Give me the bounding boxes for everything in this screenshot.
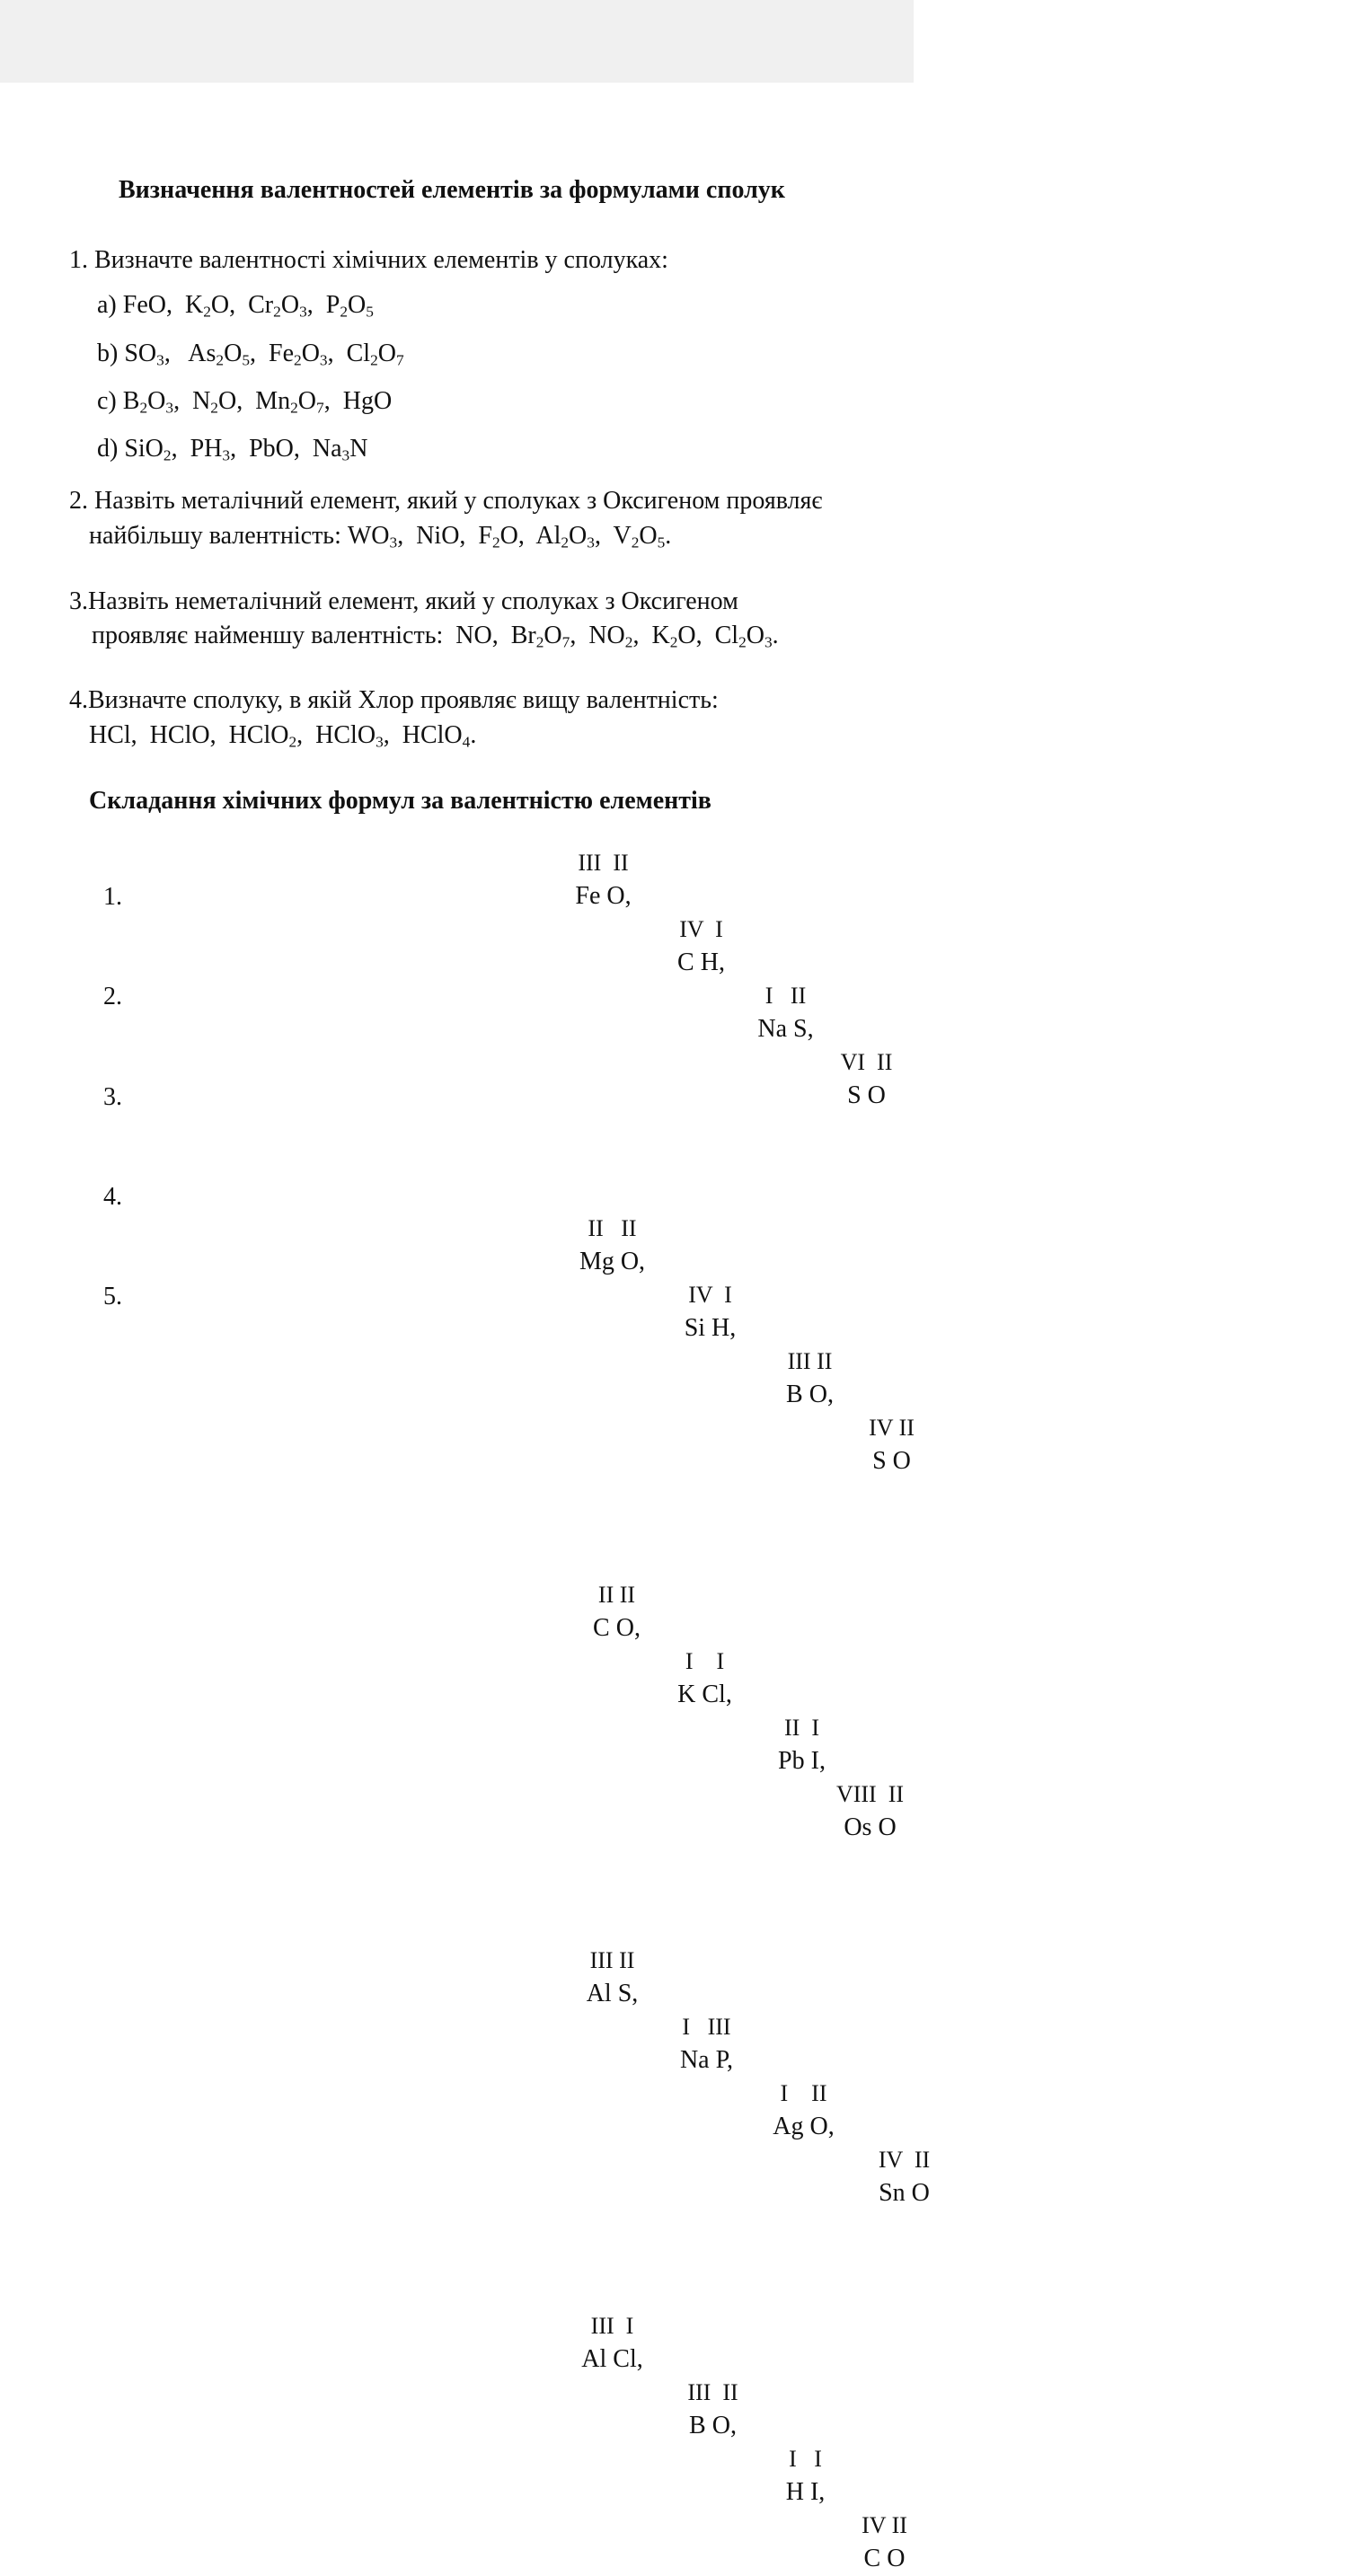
section1-title: Визначення валентностей елементів за формулами сполук (119, 176, 785, 204)
formula-text: Si H, (684, 1314, 737, 1342)
task4-line1: 4.Визначте сполуку, в якій Хлор проявляє вищу валентність: (69, 686, 719, 714)
formula-text: Pb I, (778, 1747, 826, 1775)
valence-label: I II (780, 2080, 827, 2106)
valence-label: II II (597, 1582, 636, 1608)
valence-label: VIII II (835, 1781, 905, 1807)
task3-line2: проявляє найменшу валентність: NO, $Br_2O_7$, $NO_2$, $K_2O$, $Cl_2O_3$. (92, 622, 779, 651)
compound-pair (428, 2510, 1341, 2576)
compound-pair (253, 1279, 1167, 1345)
task1-item-label: b) (97, 340, 119, 367)
formula-text: Na S, (757, 1015, 814, 1043)
compound-pair (435, 1412, 1348, 1478)
compound-pair (146, 847, 1060, 913)
task1-prompt: 1. Визначте валентності хімічних елементів у сполуках: (69, 246, 668, 274)
task1-item-b (97, 340, 404, 369)
valence-label: IV I (679, 916, 723, 942)
formula-text: Fe O, (575, 882, 632, 910)
valence-label: I I (685, 1648, 725, 1674)
task1-item-formulas: $SO_3$, $As_2O_5$, $Fe_2O_3$, $Cl_2O_7$ (124, 340, 404, 369)
formula-text: Sn O (879, 2179, 930, 2207)
formula-text: Al S, (586, 1980, 639, 2007)
task1-item-formulas: SiO$_2$, $PH_3$, PbO, $Na_3N$ (124, 435, 368, 464)
formula-text: C H, (677, 948, 725, 976)
valence-label: IV II (878, 2147, 931, 2173)
valence-label: III II (687, 2379, 738, 2405)
formula-text: Na P, (679, 2046, 734, 2074)
compound-pair (447, 2144, 1361, 2210)
top-bar (0, 0, 914, 83)
task1-item-a (97, 291, 374, 321)
compound-pair (329, 980, 1242, 1046)
task1-item-formulas: FeO, $K_2O$, $Cr_2O_3$, $P_2O_5$ (122, 291, 374, 321)
section2-title: Складання хімічних формул за валентністю елементів (89, 787, 711, 815)
compound-pair (345, 1712, 1259, 1778)
row-index: 1. (103, 883, 122, 911)
formula-text: B O, (786, 1381, 834, 1408)
formula-text: Mg O, (579, 1248, 646, 1275)
formula-text: C O (863, 2545, 906, 2572)
compound-pair (353, 1345, 1267, 1412)
compound-pair (155, 2310, 1069, 2377)
valence-label: IV I (688, 1282, 732, 1308)
compound-pair (410, 1046, 1323, 1113)
compound-pair (244, 913, 1158, 980)
task1-item-c (97, 387, 393, 417)
valence-label: I II (764, 983, 807, 1009)
task2-line2: найбільшу валентність: $WO_3$, NiO, $F_2O$, $Al_2O_3$, $V_2O_5$. (89, 522, 672, 551)
task1-item-label: d) (97, 435, 119, 463)
formula-text: Ag O, (773, 2113, 835, 2140)
valence-label: III II (787, 1348, 833, 1374)
task1-item-label: a) (97, 291, 117, 319)
compound-pair (155, 1213, 1069, 1279)
compound-pair (413, 1778, 1327, 1845)
row-index: 3. (103, 1083, 122, 1111)
row-index: 4. (103, 1183, 122, 1211)
compound-pair (160, 1579, 1074, 1645)
valence-label: III II (589, 1947, 635, 1973)
valence-label: III I (590, 2313, 634, 2339)
formula-text: H I, (785, 2478, 826, 2506)
formula-text: S O (872, 1447, 911, 1475)
formula-text: Al Cl, (581, 2345, 643, 2373)
row-index: 5. (103, 1283, 122, 1310)
task1-item-label: c) (97, 387, 117, 415)
formula-text: Os O (844, 1813, 897, 1841)
formula-text: K Cl, (677, 1681, 732, 1708)
compound-pair (155, 1945, 1069, 2011)
formula-text: C O, (593, 1614, 641, 1642)
formula-text: B O, (689, 2412, 737, 2439)
task4-line2: HCl, HClO, HClO$_2$, HClO$_3$, HClO$_4$. (89, 721, 477, 751)
valence-label: III II (578, 850, 629, 876)
valence-label: IV II (862, 2512, 907, 2538)
compound-pair (248, 1645, 1162, 1712)
task2-line1: 2. Назвіть металічний елемент, який у сполуках з Оксигеном проявляє (69, 487, 823, 515)
compound-pair (256, 2377, 1170, 2443)
valence-label: II I (784, 1715, 819, 1741)
task3-line1: 3.Назвіть неметалічний елемент, який у сполуках з Оксигеном (69, 587, 738, 615)
compound-pair (250, 2011, 1163, 2078)
valence-label: IV II (869, 1415, 915, 1441)
valence-label: II II (588, 1215, 637, 1241)
valence-label: VI II (840, 1049, 893, 1075)
compound-pair (349, 2443, 1262, 2510)
valence-label: I III (682, 2014, 731, 2040)
formula-text: S O (847, 1081, 886, 1109)
task1-item-d (97, 437, 367, 462)
row-index: 2. (103, 983, 122, 1010)
valence-label: I I (789, 2446, 822, 2472)
task1-item-formulas: $B_2O_3$, $N_2O$, $Mn_2O_7$, HgO (122, 387, 393, 417)
compound-pair (347, 2078, 1260, 2144)
